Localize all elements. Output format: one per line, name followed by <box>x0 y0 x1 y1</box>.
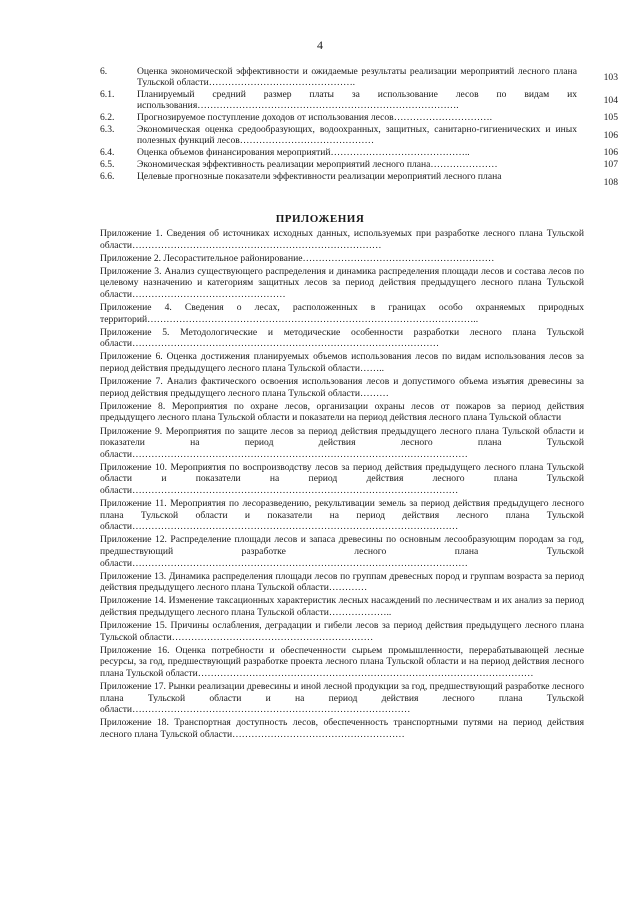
appendix-item: Приложение 12. Распределение площади лесов и запаса древесины по основным лесообразующим породам за год, предшествующий разработке лесного плана Тульской области…………………………………………………………………………………………… <box>100 534 584 569</box>
toc-page: 107 <box>603 159 618 170</box>
toc-row <box>100 66 618 88</box>
appendix-item: Приложение 15. Причины ослабления, деградации и гибели лесов за период действия предыдущего лесного плана Тульской области……………………………………………………… <box>100 620 584 643</box>
toc-number: 6.2. <box>100 112 115 123</box>
toc-page: 103 <box>603 72 618 83</box>
toc-title: Планируемый средний размер платы за использование лесов по видам их использования………………………………………………………………………. <box>137 89 577 111</box>
toc-row <box>100 124 618 146</box>
toc-number: 6.3. <box>100 124 115 135</box>
appendix-item: Приложение 5. Методологические и методические особенности разработки лесного плана Тульской области…………………………………………………………………………………… <box>100 326 584 350</box>
appendix-item: Приложение 6. Оценка достижения планируемых объемов использования лесов по видам использования лесов за период действия предыдущего лесного плана Тульской области…….. <box>100 351 584 375</box>
toc-number: 6. <box>100 66 108 77</box>
appendix-item: Приложение 7. Анализ фактического освоения использования лесов и допустимого объема изъятия древесины за период действия предыдущего лесного плана Тульской области……… <box>100 376 584 399</box>
appendix-item: Приложение 17. Рынки реализации древесины и иной лесной продукции за год, предшествующий разработке лесного плана Тульской области и на период действия лесного плана Тульской области…………………………………………………………………………… <box>100 680 584 716</box>
toc-title: Оценка объемов финансирования мероприятий…………………………………….. <box>137 147 470 158</box>
appendix-list <box>100 228 584 742</box>
toc-title: Экономическая эффективность реализации мероприятий лесного плана………………… <box>137 159 498 170</box>
table-of-contents <box>100 66 618 189</box>
toc-page: 106 <box>603 147 618 158</box>
toc-title: Целевые прогнозные показатели эффективности реализации мероприятий лесного плана <box>137 171 502 182</box>
toc-title: Оценка экономической эффективности и ожидаемые результаты реализации мероприятий лесного плана Тульской области………………………………………. <box>137 66 577 88</box>
toc-page: 104 <box>603 95 618 106</box>
toc-row <box>100 171 618 188</box>
appendix-item: Приложение 4. Сведения о лесах, расположенных в границах особо охраняемых природных территорий………………………………………………………………………………………….. <box>100 302 584 325</box>
appendix-item: Приложение 9. Мероприятия по защите лесов за период действия предыдущего лесного плана Тульской области и показатели на период действия лесного плана Тульской области…………………………………………………………………………………………… <box>100 425 584 460</box>
toc-page: 108 <box>603 177 618 188</box>
toc-title: Экономическая оценка средообразующих, водоохранных, защитных, санитарно-гигиенических и иных полезных функций лесов…………………………………… <box>137 124 577 146</box>
toc-page: 106 <box>603 130 618 141</box>
appendix-item: Приложение 8. Мероприятия по охране лесов, организации охраны лесов от пожаров за период действия предыдущего лесного плана Тульской области и показатели на период действия лесного плана Тульской области <box>100 400 584 424</box>
page-number: 4 <box>317 38 323 52</box>
toc-number: 6.4. <box>100 147 115 158</box>
toc-title: Прогнозируемое поступление доходов от использования лесов…………………………. <box>137 112 493 123</box>
toc-row <box>100 159 618 170</box>
appendix-item: Приложение 2. Лесорастительное районирование…………………………………………………… <box>100 252 495 264</box>
appendix-item: Приложение 10. Мероприятия по воспроизводству лесов за период действия предыдущего лесного плана Тульской области и показатели на период действия лесного плана Тульской области………………………………………………………………………………………… <box>100 461 584 496</box>
toc-row <box>100 89 618 111</box>
toc-number: 6.6. <box>100 171 115 182</box>
appendix-item: Приложение 11. Мероприятия по лесоразведению, рекультивации земель за период действия предыдущего лесного плана Тульской области и показатели на период действия лесного плана Тульской области………………………………………………………………………………………… <box>100 498 584 533</box>
toc-row <box>100 147 618 158</box>
appendix-item: Приложение 16. Оценка потребности и обеспеченности сырьем промышленности, перерабатывающей лесные ресурсы, за год, предшествующий разработке проекта лесного плана Тульской области и на период действия лесного плана Тульской области…………………………………………………………………………………………… <box>100 644 584 679</box>
appendix-item: Приложение 14. Изменение таксационных характеристик лесных насаждений по лесничествам и их анализ за период действия предыдущего лесного плана Тульской области……………….. <box>100 595 584 618</box>
appendix-heading: ПРИЛОЖЕНИЯ <box>275 213 365 225</box>
appendix-item: Приложение 1. Сведения об источниках исходных данных, используемых при разработке лесного плана Тульской области…………………………………………………………………… <box>100 228 584 251</box>
appendix-item: Приложение 18. Транспортная доступность лесов, обеспеченность транспортными путями на период действия лесного плана Тульской области……………………………………………… <box>100 717 584 740</box>
appendix-item: Приложение 3. Анализ существующего распределения и динамика распределения площади лесов и состава лесов по целевому назначению и категориям защитных лесов за период действия предыдущего лесного плана Тульской области………………………………………… <box>100 265 584 300</box>
toc-number: 6.1. <box>100 89 115 100</box>
toc-row <box>100 112 618 123</box>
appendix-item: Приложение 13. Динамика распределения площади лесов по группам древесных пород и группам возраста за период действия предыдущего лесного плана Тульской области………… <box>100 570 584 594</box>
toc-page: 105 <box>603 112 618 123</box>
toc-number: 6.5. <box>100 159 115 170</box>
